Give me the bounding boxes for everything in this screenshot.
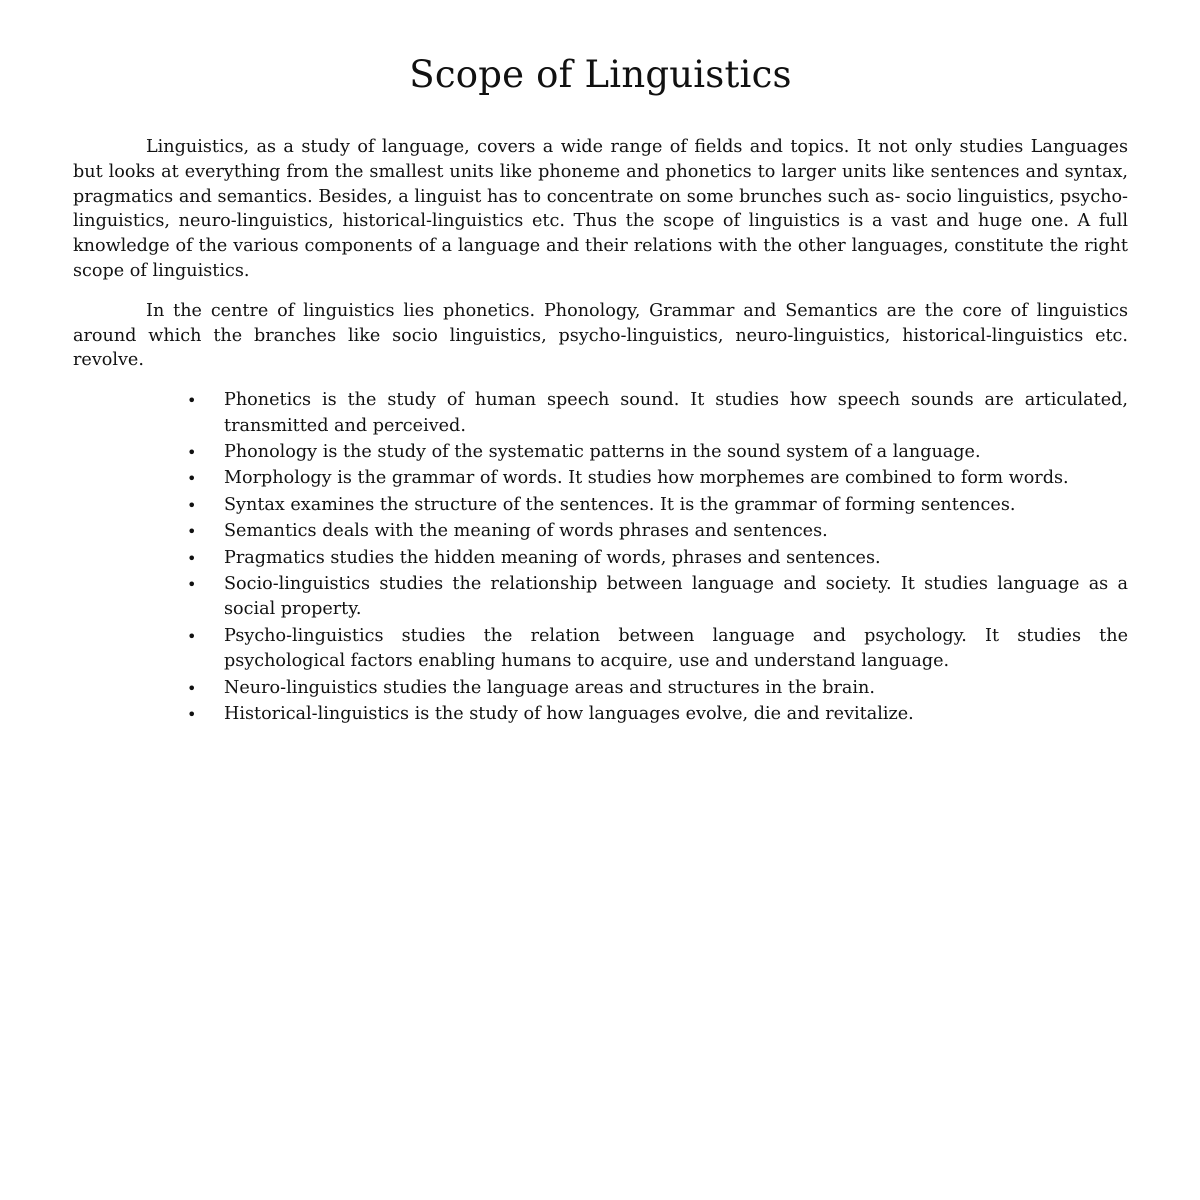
list-item-text: Pragmatics studies the hidden meaning of words, phrases and sentences. xyxy=(224,547,881,568)
list-item xyxy=(187,519,1128,544)
list-item-text: Syntax examines the structure of the sentences. It is the grammar of forming sentences. xyxy=(224,494,1016,515)
list-item-text: Semantics deals with the meaning of words phrases and sentences. xyxy=(224,521,828,542)
list-item-text: Phonology is the study of the systematic patterns in the sound system of a language. xyxy=(224,441,981,462)
bullet-icon: • xyxy=(187,469,197,489)
list-item xyxy=(187,466,1128,491)
bullet-icon: • xyxy=(187,705,197,725)
intro-paragraph: Linguistics, as a study of language, covers a wide range of fields and topics. It not only studies Languages but looks at everything from the smallest units like phoneme and phonetics to larger units like sentences and syntax, pragmatics and semantics. Besides, a linguist has to concentrate on some brunches such as- socio linguistics, psycho-linguistics, neuro-linguistics, historical-linguistics etc. Thus the scope of linguistics is a vast and huge one. A full knowledge of the various components of a language and their relations with the other languages, constitute the right scope of linguistics. xyxy=(73,137,1128,281)
list-item xyxy=(187,572,1128,623)
list-item xyxy=(187,388,1128,439)
list-item xyxy=(187,676,1128,701)
list-item-text: Neuro-linguistics studies the language areas and structures in the brain. xyxy=(224,677,875,698)
branches-list xyxy=(73,388,1128,727)
bullet-icon: • xyxy=(187,391,197,411)
list-item xyxy=(187,702,1128,727)
list-item-text: Socio-linguistics studies the relationship between language and society. It studies language as a social property. xyxy=(224,574,1128,620)
list-item-text: Phonetics is the study of human speech sound. It studies how speech sounds are articulated, transmitted and perceived. xyxy=(224,390,1128,436)
core-paragraph: In the centre of linguistics lies phonetics. Phonology, Grammar and Semantics are the core of linguistics around which the branches like socio linguistics, psycho-linguistics, neuro-linguistics, historical-linguistics etc. revolve. xyxy=(73,300,1128,371)
bullet-icon: • xyxy=(187,548,197,568)
list-item xyxy=(187,624,1128,675)
list-item-text: Psycho-linguistics studies the relation between language and psychology. It studies the psychological factors enabling humans to acquire, use and understand language. xyxy=(224,625,1128,672)
page-title: Scope of Linguistics xyxy=(409,53,792,96)
bullet-icon: • xyxy=(187,575,197,595)
list-item xyxy=(187,546,1128,571)
list-item xyxy=(187,440,1128,465)
list-item xyxy=(187,493,1128,518)
bullet-icon: • xyxy=(187,678,197,698)
list-item-text: Morphology is the grammar of words. It studies how morphemes are combined to form words. xyxy=(224,468,1069,489)
list-item-text: Historical-linguistics is the study of how languages evolve, die and revitalize. xyxy=(224,704,914,725)
bullet-icon: • xyxy=(187,495,197,515)
document-page xyxy=(73,50,1128,728)
bullet-icon: • xyxy=(187,442,197,462)
bullet-icon: • xyxy=(187,626,197,646)
bullet-icon: • xyxy=(187,522,197,542)
